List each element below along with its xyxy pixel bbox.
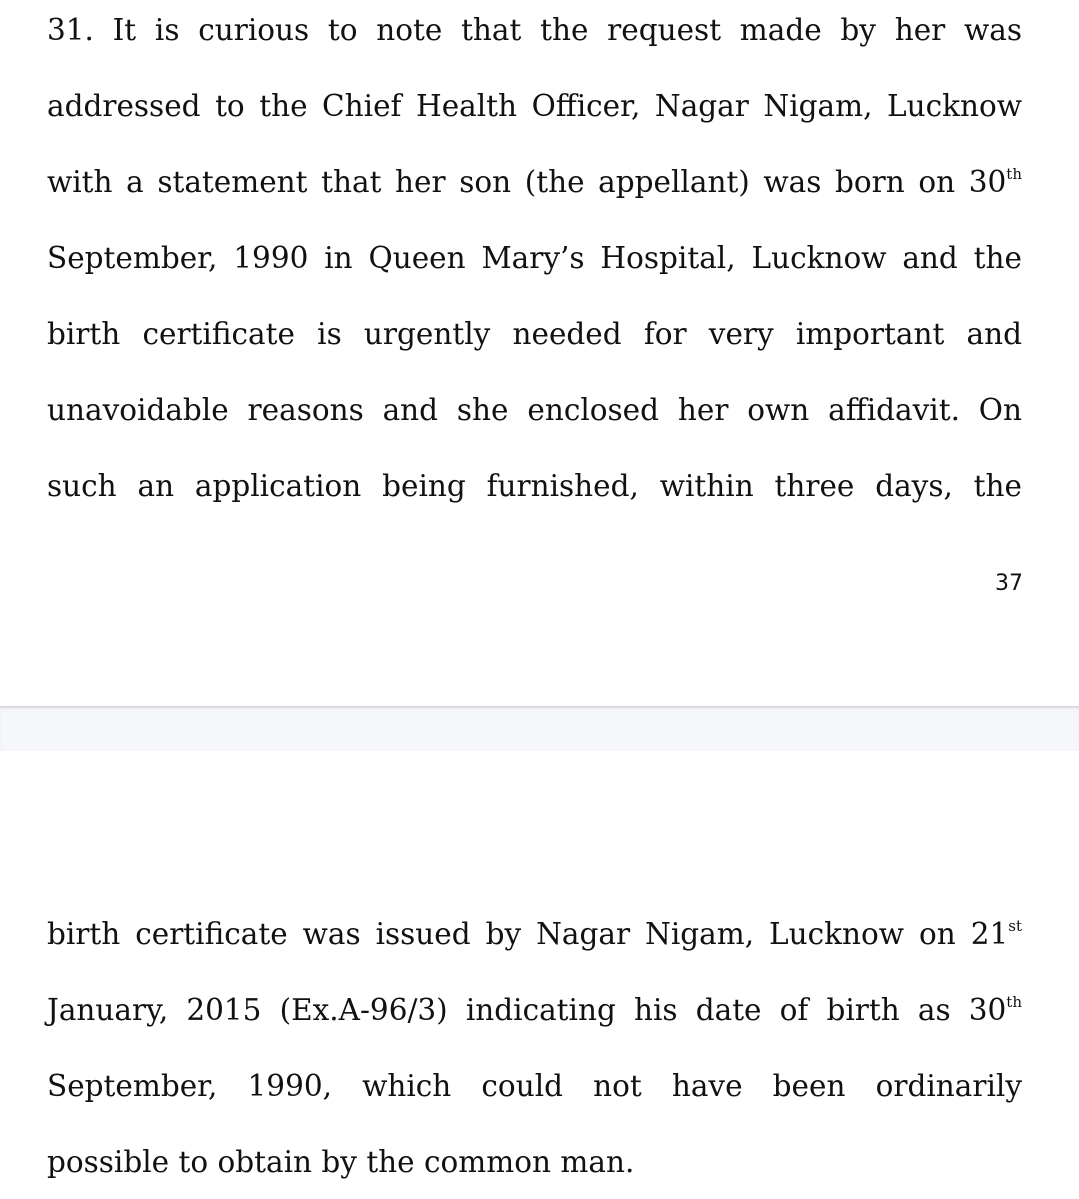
paragraph-line [47,990,1022,1030]
paragraph-line: September, 1990 in Queen Mary’s Hospital, Lucknow and the [47,241,1022,275]
page-separator [0,706,1079,751]
paragraph-line: unavoidable reasons and she enclosed her own affidavit. On [47,393,1022,427]
page-number: 37 [995,571,1023,596]
paragraph-line: possible to obtain by the common man. [47,1145,635,1179]
page-38 [0,751,1079,1199]
line-text: with a statement that her son (the appellant) was born on 30 [47,165,1007,199]
paragraph-line: addressed to the Chief Health Officer, Nagar Nigam, Lucknow [47,89,1022,123]
paragraph-line [47,914,1022,954]
paragraph-line: 31. It is curious to note that the request made by her was [47,13,1022,47]
ordinal-superscript: th [1006,165,1022,183]
line-text: birth certificate was issued by Nagar Nigam, Lucknow on 21 [47,917,1009,951]
paragraph-line: such an application being furnished, within three days, the [47,469,1022,503]
line-text: January, 2015 (Ex.A-96/3) indicating his date of birth as 30 [47,993,1007,1027]
ordinal-superscript: st [1008,917,1022,935]
paragraph-line: September, 1990, which could not have been ordinarily [47,1069,1022,1103]
paragraph-line: birth certificate is urgently needed for very important and [47,317,1022,351]
paragraph-line [47,162,1022,202]
ordinal-superscript: th [1006,993,1022,1011]
